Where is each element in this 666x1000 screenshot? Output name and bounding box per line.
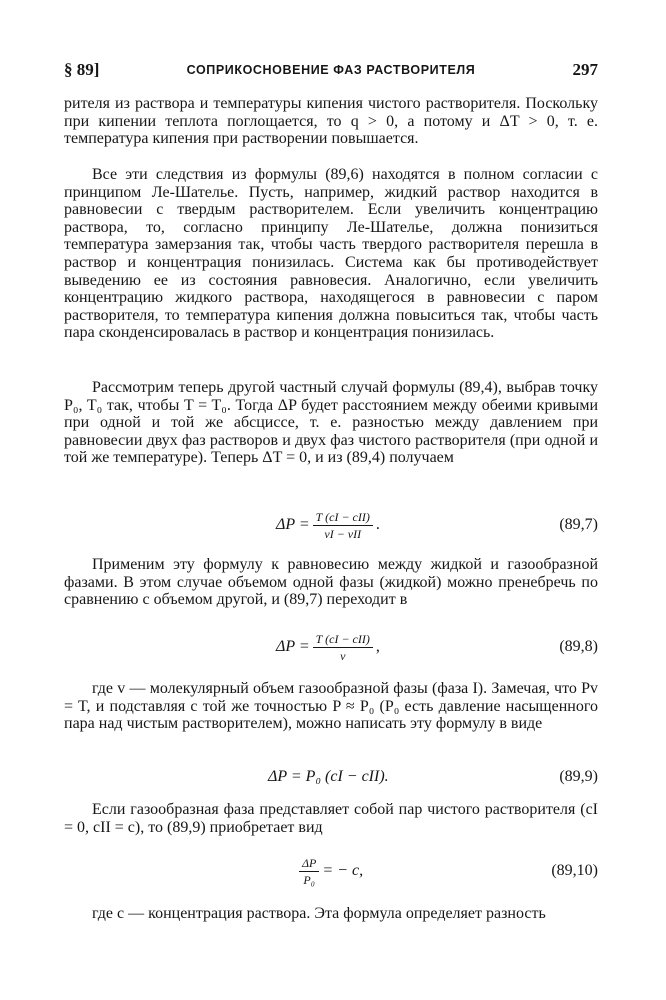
equation-89-9-formula: [268, 757, 389, 797]
equation-89-7-label: (89,7): [559, 516, 598, 533]
equation-89-10-numerator: ΔP: [299, 856, 319, 872]
equation-89-8: [64, 627, 598, 667]
equation-89-9: [64, 757, 598, 797]
equation-89-9-expression: ΔP = P₀ (cI − cII).: [268, 768, 389, 785]
equation-89-8-lhs: ΔP =: [276, 638, 310, 655]
equation-89-7-formula: [276, 505, 380, 545]
equation-89-7-lhs: ΔP =: [276, 516, 310, 533]
running-title: СОПРИКОСНОВЕНИЕ ФАЗ РАСТВОРИТЕЛЯ: [186, 63, 476, 77]
page-number: 297: [572, 60, 598, 79]
paragraph-7: где c — концентрация раствора. Эта формула определяет разность: [92, 905, 546, 922]
equation-89-10-rhs: = − c,: [322, 862, 364, 879]
equation-89-8-numerator: T (cI − cII): [313, 632, 373, 648]
equation-89-8-tail: ,: [375, 638, 380, 655]
paragraph-1: рителя из раствора и температуры кипения чистого растворителя. Поскольку при кипении теплота поглощается, то q > 0, а потому и ΔT > 0, т. е. температура кипения при растворении повышается.: [64, 95, 598, 148]
equation-89-10-label: (89,10): [551, 862, 598, 879]
equation-89-8-fraction: [313, 632, 373, 663]
running-header: [64, 60, 598, 84]
equation-89-7-fraction: [313, 510, 373, 541]
section-reference: § 89]: [64, 60, 100, 79]
equation-89-9-label: (89,9): [559, 768, 598, 785]
equation-89-8-label: (89,8): [559, 638, 598, 655]
equation-89-8-denominator: v: [340, 648, 346, 663]
equation-89-10-formula: [296, 851, 363, 891]
paragraph-5: где v — молекулярный объем газообразной фазы (фаза I). Замечая, что Pv = T, и подставляя с той же точностью P ≈ P₀ (P₀ есть давление насыщенного пара над чистым растворителем), можно написать эту формулу в виде: [64, 680, 598, 733]
paragraph-4: Применим эту формулу к равновесию между жидкой и газообразной фазами. В этом случае объемом одной фазы (жидкой) можно пренебречь по сравнению с объемом другой, и (89,7) переходит в: [64, 556, 598, 609]
equation-89-7-numerator: T (cI − cII): [313, 510, 373, 526]
equation-89-7: [64, 505, 598, 545]
paragraph-2: Все эти следствия из формулы (89,6) находятся в полном согласии с принципом Ле-Шателье. Пусть, например, жидкий раствор находится в равновесии с твердым растворителем. Если увеличить концентрацию раствора, то, согласно принципу Ле-Шателье, должна понизиться температура замерзания так, чтобы часть твердого растворителя перешла в раствор и концентрация понизилась. Система как бы противодействует выведению ее из состояния равновесия. Аналогично, если увеличить концентрацию жидкого раствора, находящегося в равновесии с паром растворителя, то температура кипения должна повыситься так, чтобы часть пара сконденсировалась в раствор и концентрация понизилась.: [64, 166, 598, 342]
equation-89-7-denominator: vI − vII: [324, 526, 362, 541]
equation-89-10: [64, 851, 598, 891]
equation-89-10-denominator: P₀: [303, 872, 315, 887]
paragraph-6: Если газообразная фаза представляет собой пар чистого растворителя (cI = 0, cII = c), то (89,9) приобретает вид: [64, 801, 598, 836]
equation-89-7-tail: .: [375, 516, 380, 533]
equation-89-8-formula: [276, 627, 380, 667]
equation-89-10-fraction: [299, 856, 319, 887]
paragraph-3: Рассмотрим теперь другой частный случай формулы (89,4), выбрав точку P₀, T₀ так, чтобы T = T₀. Тогда ΔP будет расстоянием между обеими кривыми при одной и той же абсциссе, т. е. разностью между давлением при равновесии двух фаз растворов и двух фаз чистого растворителя (при одной и той же температуре). Теперь ΔT = 0, и из (89,4) получаем: [64, 379, 598, 467]
